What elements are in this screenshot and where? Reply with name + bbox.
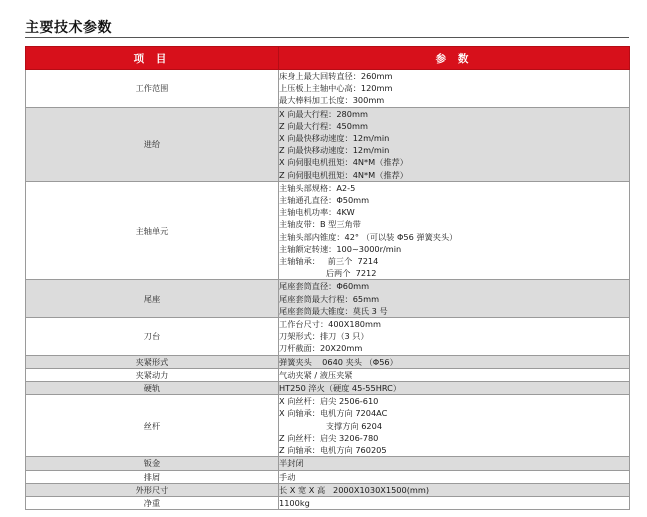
header-item: 项 目 [26, 47, 279, 70]
value-line: 尾座套筒最大行程：65mm [279, 293, 380, 304]
value-line: 主轴额定转速：100~3000r/min [279, 243, 402, 254]
value-line: 尾座套筒直径：Φ60mm [279, 281, 370, 292]
value-line: 支撑方向 6204 [279, 420, 383, 431]
table-row [26, 107, 630, 181]
row-label: 硬轨 [26, 382, 279, 395]
table-row [26, 318, 630, 356]
header-param: 参 数 [279, 47, 630, 70]
table-row [26, 496, 630, 509]
row-label: 进给 [26, 107, 279, 181]
table-row [26, 368, 630, 381]
row-label: 主轴单元 [26, 181, 279, 280]
row-label: 丝杆 [26, 395, 279, 457]
value-line: 主轴电机功率：4KW [279, 207, 355, 218]
value-line: 气动夹紧 / 液压夹紧 [279, 369, 353, 380]
table-row [26, 470, 630, 483]
value-line: Z 向伺服电机扭矩：4N*M（推荐） [279, 169, 408, 180]
value-line: X 向伺服电机扭矩：4N*M（推荐） [279, 157, 408, 168]
value-line: 1100kg [279, 497, 310, 508]
row-label: 净重 [26, 496, 279, 509]
row-value [279, 470, 630, 483]
table-row [26, 395, 630, 457]
row-value [279, 70, 630, 108]
value-line: 尾座套筒最大锥度：莫氏 3 号 [279, 305, 388, 316]
value-line: 手动 [279, 471, 296, 482]
value-line: X 向轴承：电机方向 7204AC [279, 408, 388, 419]
row-value [279, 483, 630, 496]
row-label: 夹紧形式 [26, 355, 279, 368]
row-value [279, 318, 630, 356]
value-line: 刀杆截面：20X20mm [279, 343, 363, 354]
row-value [279, 395, 630, 457]
value-line: Z 向最快移动速度：12m/min [279, 145, 390, 156]
value-line: 上压板上主轴中心高：120mm [279, 83, 393, 94]
value-line: Z 向丝杆：启尖 3206-780 [279, 432, 379, 443]
value-line: 主轴头部内锥度：42° （可以装 Φ56 弹簧夹头） [279, 231, 458, 242]
value-line: HT250 淬火（硬度 45-55HRC） [279, 383, 402, 394]
table-row [26, 280, 630, 318]
row-value [279, 457, 630, 470]
value-line: 最大棒料加工长度：300mm [279, 95, 385, 106]
row-value [279, 107, 630, 181]
value-line: 床身上最大回转直径：260mm [279, 71, 393, 81]
value-line: X 向丝杆：启尖 2506-610 [279, 396, 379, 407]
value-line: 主轴头部规格：A2-5 [279, 182, 356, 193]
value-line: Z 向最大行程：450mm [279, 120, 368, 131]
spec-table [25, 46, 630, 510]
value-line: 后两个 7212 [279, 268, 377, 279]
value-line: 刀架形式：排刀（3 只） [279, 331, 369, 342]
title-divider [25, 37, 629, 38]
row-label: 尾座 [26, 280, 279, 318]
row-label: 排屑 [26, 470, 279, 483]
value-line: 弹簧夹头 0640 夹头 （Φ56） [279, 356, 398, 367]
row-label: 工作范围 [26, 70, 279, 108]
table-row [26, 355, 630, 368]
value-line: 长 X 宽 X 高 2000X1030X1500(mm) [279, 484, 430, 495]
table-row [26, 382, 630, 395]
value-line: Z 向轴承：电机方向 760205 [279, 445, 387, 456]
row-value [279, 181, 630, 280]
value-line: 主轴轴承： 前三个 7214 [279, 256, 379, 267]
table-row [26, 457, 630, 470]
row-label: 夹紧动力 [26, 368, 279, 381]
row-label: 钣金 [26, 457, 279, 470]
page-title: 主要技术参数 [25, 20, 112, 36]
row-label: 外形尺寸 [26, 483, 279, 496]
row-label: 刀台 [26, 318, 279, 356]
value-line: 工作台尺寸：400X180mm [279, 319, 381, 330]
table-row [26, 483, 630, 496]
table-row [26, 70, 630, 108]
row-value [279, 280, 630, 318]
value-line: X 向最大行程：280mm [279, 108, 368, 119]
value-line: 主轴通孔直径：Φ50mm [279, 195, 370, 206]
table-header-row [26, 47, 630, 70]
row-value [279, 382, 630, 395]
value-line: 半封闭 [279, 458, 304, 469]
spec-table-body [26, 70, 630, 510]
value-line: 主轴皮带：B 型三角带 [279, 219, 361, 230]
row-value [279, 496, 630, 509]
row-value [279, 355, 630, 368]
row-value [279, 368, 630, 381]
table-row [26, 181, 630, 280]
value-line: X 向最快移动速度：12m/min [279, 133, 390, 144]
